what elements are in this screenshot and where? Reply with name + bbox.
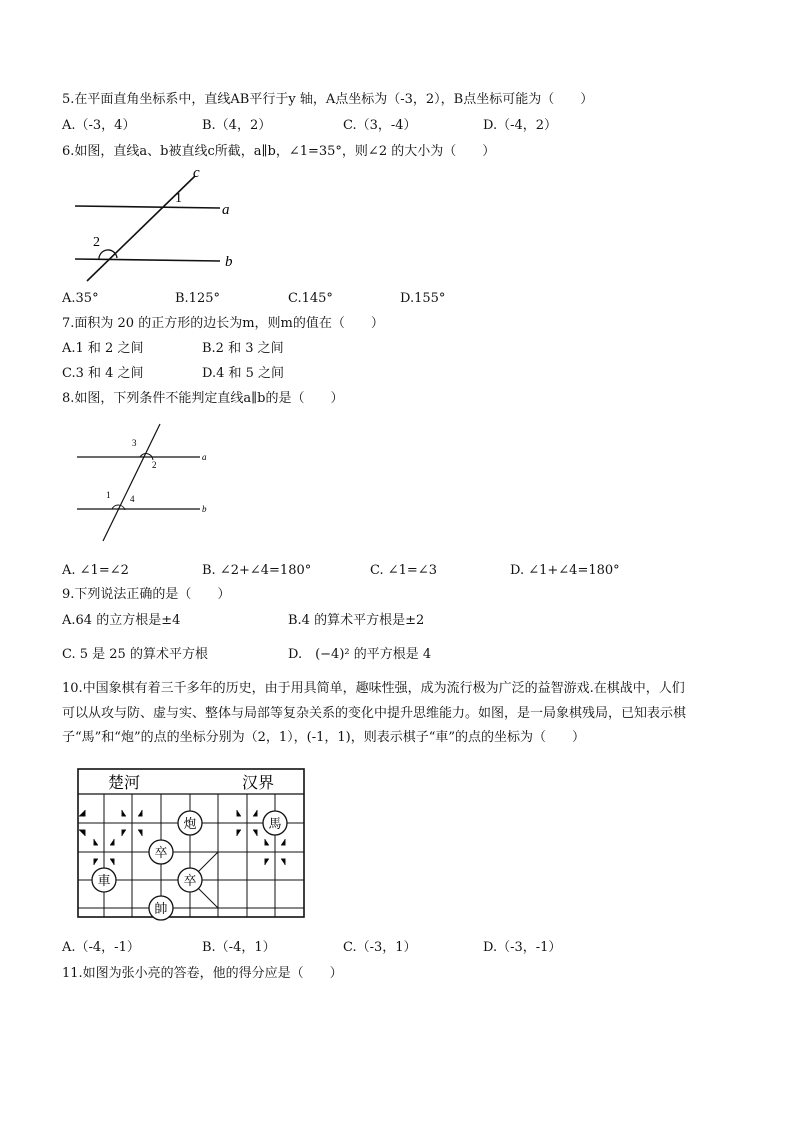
q10-stem-line3: 子“馬”和“炮”的点的坐标分别为（2，1），(-1，1)，则表示棋子“車”的点的坐标为（ ） [62,730,585,745]
river-text-han-jie: 汉界 [242,773,275,792]
q5-option-a: A.（-3，4） [62,118,136,133]
q9-option-c: C. 5 是 25 的算术平方根 [62,647,208,662]
q7-stem: 7.面积为 20 的正方形的边长为m，则m的值在（ ） [62,316,384,331]
q6-label-b: b [225,254,233,270]
q7-option-a: A.1 和 2 之间 [62,341,144,356]
q10-option-a: A.（-4，-1） [62,940,140,955]
q6-label-2: 2 [93,235,100,250]
svg-text:炮: 炮 [183,817,197,832]
piece-zu-right [178,868,202,892]
q10-option-c: C.（-3，1） [343,940,417,955]
piece-pao [178,811,202,835]
q9-option-d: D. (−4)² 的平方根是 4 [288,647,432,662]
svg-text:車: 車 [97,874,111,889]
q6-label-c: c [193,165,200,181]
q8-label-1: 1 [106,490,111,500]
q6-label-1: 1 [175,191,182,206]
q10-stem-line1: 10.中国象棋有着三千多年的历史，由于用具简单，趣味性强，成为流行极为广泛的益智游戏.在棋战中，人们 [62,681,685,696]
q11-stem: 11.如图为张小亮的答卷，他的得分应是（ ） [62,966,343,981]
q10-stem-line2: 可以从攻与防、虚与实、整体与局部等复杂关系的变化中提升思维能力。如图，是一局象棋残局，已知表示棋 [62,706,687,721]
piece-ju [92,868,116,892]
q10-option-d: D.（-3，-1） [483,940,562,955]
q10-option-b: B.（-4，1） [202,940,276,955]
q8-label-a: a [202,452,207,462]
q5-option-c: C.（3，-4） [343,118,417,133]
piece-zu-left [149,840,173,864]
svg-text:卒: 卒 [154,846,168,861]
svg-text:帥: 帥 [154,902,168,917]
q8-label-2: 2 [152,460,157,470]
q6-option-b: B.125° [175,291,220,306]
q7-option-b: B.2 和 3 之间 [202,341,284,356]
q8-option-b: B. ∠2+∠4=180° [202,563,312,578]
svg-text:卒: 卒 [183,874,197,889]
piece-ma [263,811,287,835]
q8-figure [72,422,222,547]
piece-shuai [149,896,173,920]
q8-option-a: A. ∠1=∠2 [62,563,129,578]
q8-stem: 8.如图，下列条件不能判定直线a∥b的是（ ） [62,391,344,406]
q7-option-d: D.4 和 5 之间 [202,366,285,381]
river-text-chu-he: 楚河 [108,773,141,792]
q7-option-c: C.3 和 4 之间 [62,366,144,381]
q8-label-b: b [202,504,207,514]
q5-option-d: D.（-4，2） [483,118,558,133]
q9-stem: 9.下列说法正确的是（ ） [62,587,231,602]
q5-stem: 5.在平面直角坐标系中，直线AB平行于y 轴，A点坐标为（-3，2），B点坐标可能为（ ） [62,92,594,107]
q5-option-b: B.（4，2） [202,118,272,133]
q9-option-b: B.4 的算术平方根是±2 [288,613,425,628]
q6-figure [70,162,260,287]
q6-label-a: a [222,202,230,218]
q6-option-d: D.155° [400,291,446,306]
q9-option-a: A.64 的立方根是±4 [62,613,181,628]
q8-option-d: D. ∠1+∠4=180° [510,563,620,578]
q8-label-4: 4 [130,494,135,504]
q8-option-c: C. ∠1=∠3 [370,563,437,578]
q8-label-3: 3 [132,438,137,448]
svg-text:馬: 馬 [268,817,282,832]
q6-option-a: A.35° [62,291,99,306]
q6-option-c: C.145° [288,291,333,306]
q6-stem: 6.如图，直线a、b被直线c所截，a∥b，∠1=35°，则∠2 的大小为（ ） [62,144,496,159]
chess-board-figure [74,766,314,926]
